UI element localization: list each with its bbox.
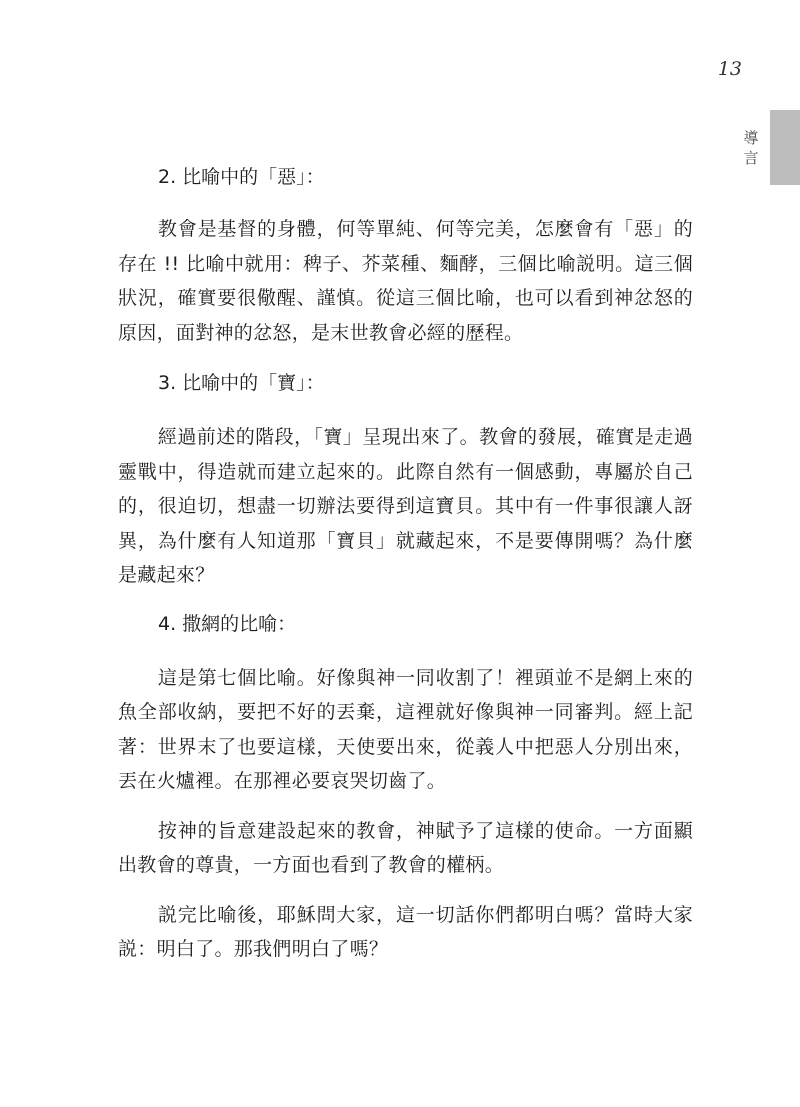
page-number: 13 (717, 58, 742, 80)
paragraph-4: 按神的旨意建設起來的教會，神賦予了這樣的使命。一方面顯出教會的尊貴，一方面也看到了教會的權柄。 (118, 819, 693, 876)
section-heading-4: 4. 撒網的比喻： (158, 612, 297, 635)
section-heading-3: 3. 比喻中的「寶」： (158, 372, 325, 394)
paragraph-1: 教會是基督的身體，何等單純、何等完美，怎麼會有「惡」的存在 !! 比喻中就用：稗子、芥菜種、麵酵，三個比喻説明。這三個狀況，確實要很儆醒、謹慎。從這三個比喻，也可以看到神忿怒的原因，面對神的忿怒，是末世教會必經的歷程。 (118, 218, 693, 344)
paragraph-2: 經過前述的階段，「寶」呈現出來了。教會的發展，確實是走過靈戰中，得造就而建立起來的。此際自然有一個感動，專屬於自己的，很迫切，想盡一切辦法要得到這寶貝。其中有一件事很讓人訝異，為什麼有人知道那「寶貝」就藏起來，不是要傳開嗎？為什麼是藏起來？ (118, 426, 693, 586)
section-heading-2: 2. 比喻中的「惡」： (158, 166, 325, 188)
paragraph-3: 這是第七個比喻。好像與神一同收割了！裡頭並不是網上來的魚全部收納，要把不好的丟棄，這裡就好像與神一同審判。經上記著：世界末了也要這樣，天使要出來，從義人中把惡人分別出來，丟在火爐裡。在那裡必要哀哭切齒了。 (118, 666, 693, 792)
chapter-label: 導言 (743, 129, 759, 167)
chapter-side-tab (770, 110, 800, 185)
paragraph-5: 説完比喻後，耶穌問大家，這一切話你們都明白嗎？當時大家説：明白了。那我們明白了嗎？ (118, 903, 693, 960)
page-body (118, 160, 693, 967)
